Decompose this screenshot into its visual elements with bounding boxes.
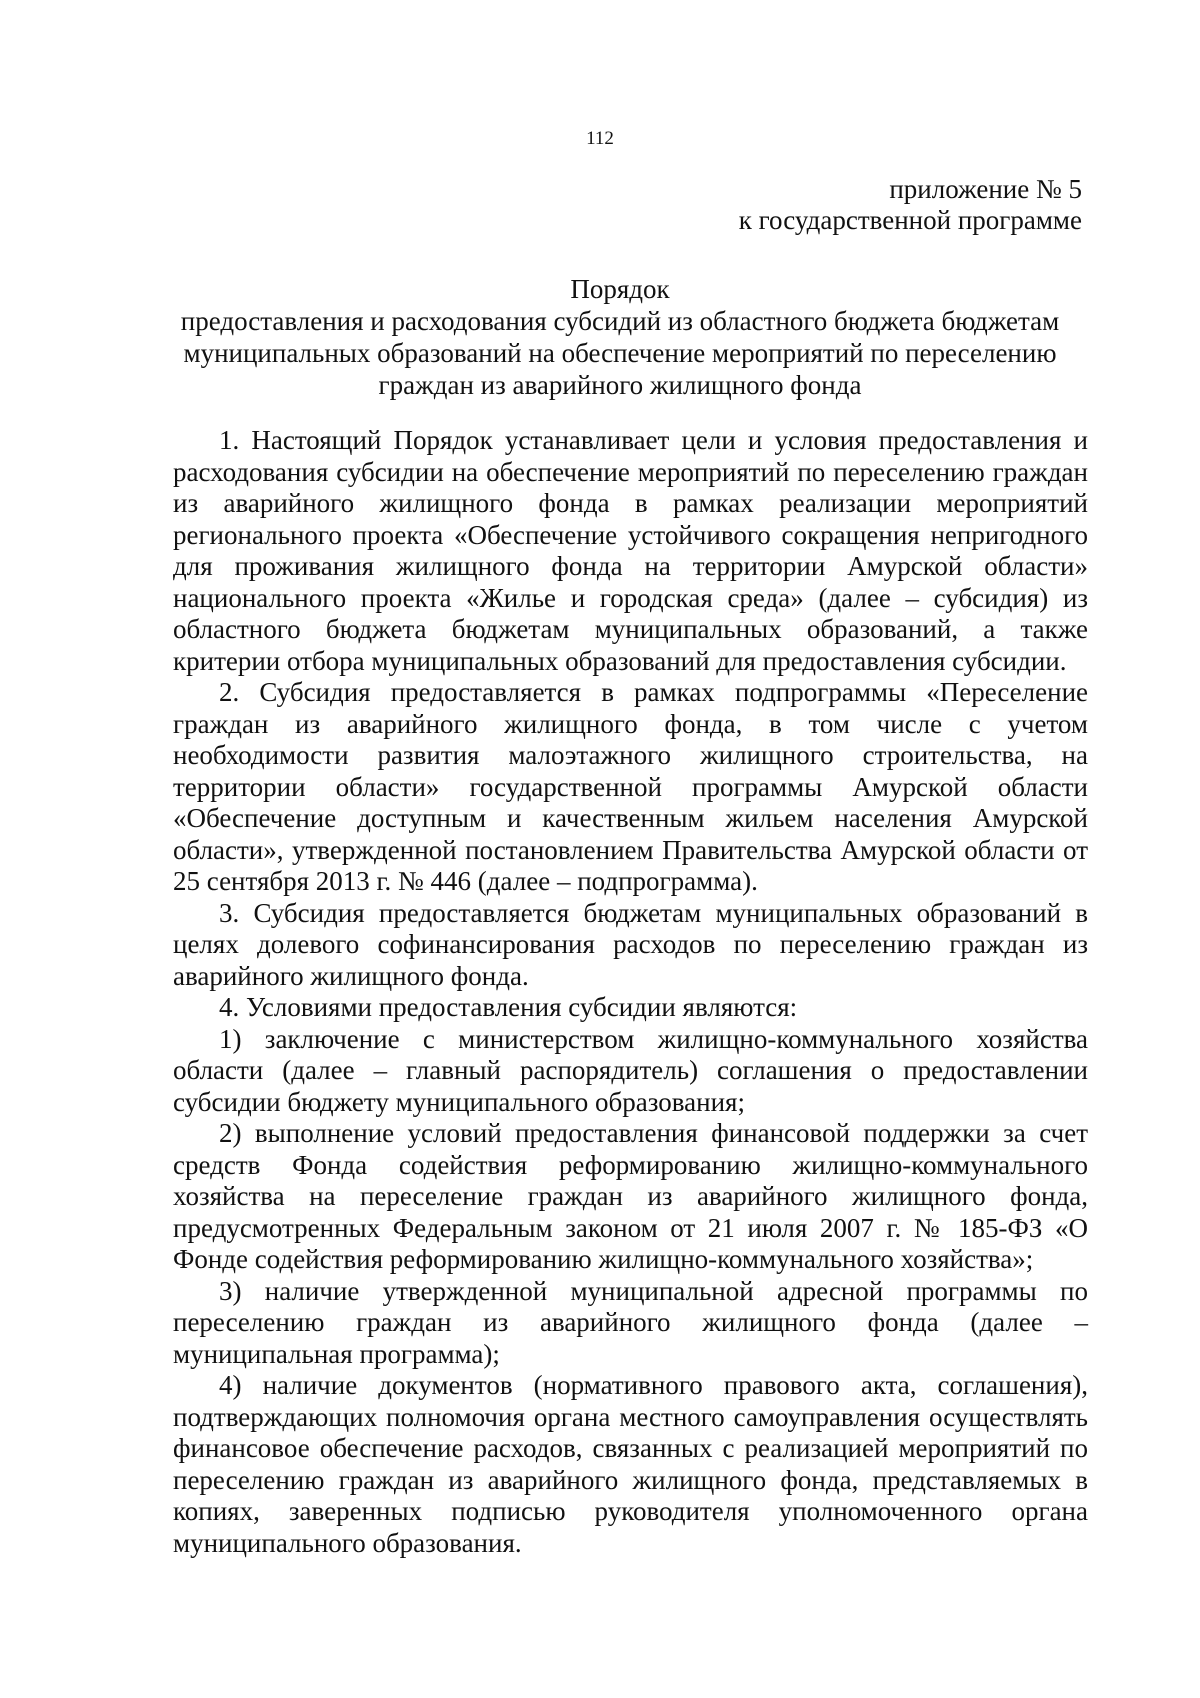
appendix-line-2: к государственной программе — [738, 205, 1082, 235]
document-title — [150, 273, 1090, 401]
appendix-line-1: приложение № 5 — [889, 174, 1082, 204]
paragraph-4-item-2: 2) выполнение условий предоставления финансовой поддержки за счет средств Фонда содействия реформированию жилищно-коммунального хозяйства на переселение граждан из аварийного жилищного фонда, предусмотренных Федеральным законом от 21 июля 2007 г. № 185-ФЗ «О Фонде содействия реформированию жилищно-коммунального хозяйства»; — [173, 1118, 1088, 1274]
appendix-header — [562, 174, 1082, 236]
page-number: 112 — [586, 128, 614, 149]
title-line-2: предоставления и расходования субсидий из областного бюджета бюджетам — [180, 306, 1060, 336]
paragraph-2: 2. Субсидия предоставляется в рамках подпрограммы «Переселение граждан из аварийного жилищного фонда, в том числе с учетом необходимости развития малоэтажного жилищного строительства, на территории области» государственной программы Амурской области «Обеспечение доступным и качественным жильем населения Амурской области», утвержденной постановлением Правительства Амурской области от 25 сентября 2013 г. № 446 (далее – подпрограмма). — [173, 677, 1088, 896]
title-line-3: муниципальных образований на обеспечение мероприятий по переселению — [183, 338, 1057, 368]
paragraph-4: 4. Условиями предоставления субсидии являются: — [219, 992, 798, 1022]
paragraph-4-item-4: 4) наличие документов (нормативного правового акта, соглашения), подтверждающих полномочия органа местного самоуправления осуществлять финансовое обеспечение расходов, связанных с реализацией мероприятий по переселению граждан из аварийного жилищного фонда, представляемых в копиях, заверенных подписью руководителя уполномоченного органа муниципального образования. — [173, 1370, 1088, 1558]
paragraph-3: 3. Субсидия предоставляется бюджетам муниципальных образований в целях долевого софинансирования расходов по переселению граждан из аварийного жилищного фонда. — [173, 897, 1088, 991]
document-body — [173, 425, 1088, 1559]
title-line-1: Порядок — [570, 274, 670, 304]
title-line-4: граждан из аварийного жилищного фонда — [378, 370, 862, 400]
paragraph-4-item-3: 3) наличие утвержденной муниципальной адресной программы по переселению граждан из аварийного жилищного фонда (далее – муниципальная программа); — [173, 1275, 1088, 1369]
paragraph-4-item-1: 1) заключение с министерством жилищно-коммунального хозяйства области (далее – главный распорядитель) соглашения о предоставлении субсидии бюджету муниципального образования; — [173, 1023, 1088, 1117]
paragraph-1: 1. Настоящий Порядок устанавливает цели и условия предоставления и расходования субсидии на обеспечение мероприятий по переселению граждан из аварийного жилищного фонда в рамках реализации мероприятий регионального проекта «Обеспечение устойчивого сокращения непригодного для проживания жилищного фонда на территории Амурской области» национального проекта «Жилье и городская среда» (далее – субсидия) из областного бюджета бюджетам муниципальных образований, а также критерии отбора муниципальных образований для предоставления субсидии. — [173, 425, 1088, 676]
